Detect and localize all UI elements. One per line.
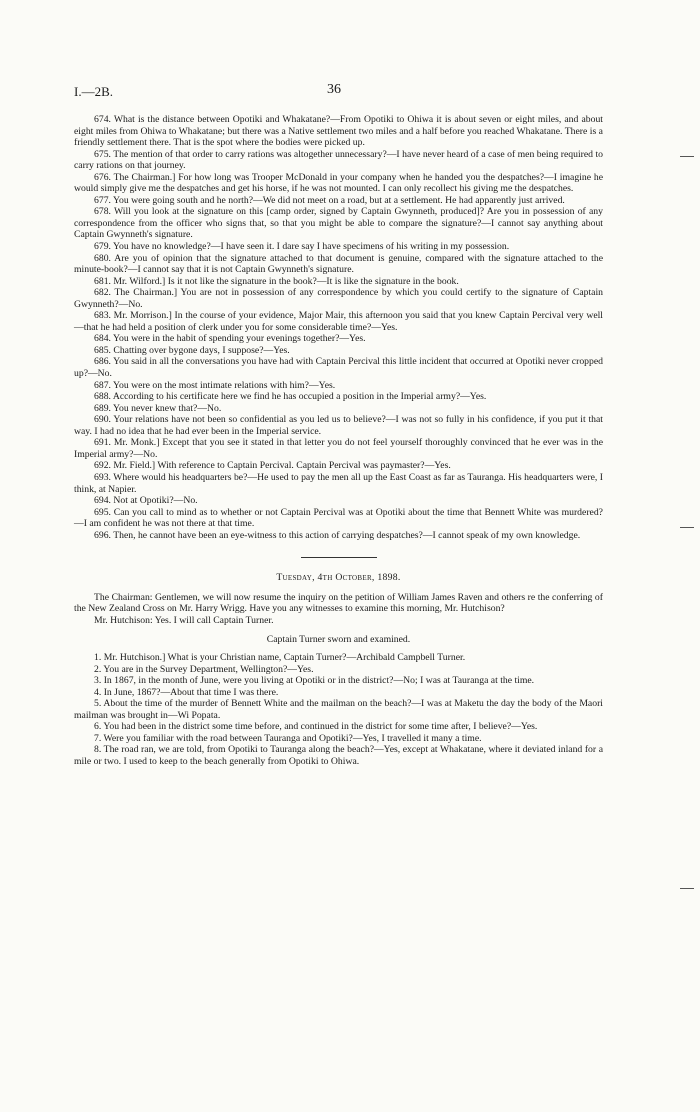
- witness-sworn-heading: Captain Turner sworn and examined.: [266, 634, 411, 646]
- question-paragraph: 690. Your relations have not been so confidential as you led us to believe?—I was not so fully in his confidence, if you put it that way. I had no idea that he had ever been in the Imperial service.: [74, 414, 603, 437]
- question-paragraph: 4. In June, 1867?—About that time I was there.: [94, 686, 279, 698]
- margin-mark: [680, 156, 694, 157]
- page-number: 36: [327, 82, 341, 97]
- question-paragraph: 8. The road ran, we are told, from Opotiki to Tauranga along the beach?—Yes, except at Whakatane, where it deviated inland for a mile or two. I used to keep to the beach generally from Opotiki to Ohiwa.: [74, 744, 603, 767]
- question-paragraph: 3. In 1867, in the month of June, were you living at Opotiki or in the district?—No; I was at Tauranga at the time.: [94, 675, 535, 687]
- question-paragraph: 678. Will you look at the signature on this [camp order, signed by Captain Gwynneth, produced]? Are you in possession of any correspondence from the officer who signs that, so that you might be able to compare the signature?—I cannot say anything about Captain Gwynneth's signature.: [74, 206, 603, 241]
- question-paragraph: 1. Mr. Hutchison.] What is your Christian name, Captain Turner?—Archibald Campbell Turner.: [94, 651, 466, 663]
- question-paragraph: 677. You were going south and he north?—We did not meet on a road, but at a settlement. He had apparently just arrived.: [94, 194, 565, 206]
- opening-statements: [74, 592, 603, 627]
- question-paragraph: 695. Can you call to mind as to whether or not Captain Percival was at Opotiki about the time that Bennett White was murdered?—I am confident he was not there at that time.: [74, 506, 603, 530]
- question-paragraph: 688. According to his certificate here we find he has occupied a position in the Imperial army?—Yes.: [94, 391, 487, 403]
- question-paragraph: 684. You were in the habit of spending your evenings together?—Yes.: [94, 333, 366, 345]
- question-paragraph: 694. Not at Opotiki?—No.: [94, 495, 198, 507]
- testimony-section-2: [74, 652, 603, 767]
- section-divider: [301, 557, 377, 558]
- question-paragraph: 674. What is the distance between Opotiki and Whakatane?—From Opotiki to Ohiwa it is about seven or eight miles, and about eight miles from Ohiwa to Whakatane; but there was a Native settlement two miles and a half before you reached Whakatane. There is a friendly settlement there. That is the spot where the bodies were picked up.: [74, 114, 603, 149]
- question-paragraph: 693. Where would his headquarters be?—He used to pay the men all up the East Coast as far as Tauranga. His headquarters were, I think, at Napier.: [74, 471, 603, 495]
- margin-mark: [680, 527, 694, 528]
- question-paragraph: 679. You have no knowledge?—I have seen it. I dare say I have specimens of his writing in my possession.: [94, 241, 510, 253]
- statement-paragraph: Mr. Hutchison: Yes. I will call Captain Turner.: [94, 614, 274, 626]
- page-header-reference: I.—2B.: [74, 84, 113, 99]
- question-paragraph: 682. The Chairman.] You are not in possession of any correspondence by which you could certify to the signature of Captain Gwynneth?—No.: [74, 287, 603, 310]
- question-paragraph: 676. The Chairman.] For how long was Trooper McDonald in your company when he handed you the despatches?—I imagine he would simply give me the despatches and get his horse, if he was not mounted. I can only recollect his giving me the despatches.: [74, 171, 603, 195]
- question-paragraph: 696. Then, he cannot have been an eye-witness to this action of carrying despatches?—I cannot speak of my own knowledge.: [94, 529, 581, 541]
- document-body: [74, 114, 603, 767]
- question-paragraph: 686. You said in all the conversations you have had with Captain Percival this little incident that occurred at Opotiki never cropped up?—No.: [74, 356, 603, 380]
- testimony-section-1: [74, 114, 603, 541]
- question-paragraph: 681. Mr. Wilford.] Is it not like the signature in the book?—It is like the signature in the book.: [94, 275, 459, 287]
- question-paragraph: 675. The mention of that order to carry rations was altogether unnecessary?—I have never heard of a case of men being required to carry rations on that journey.: [74, 148, 603, 172]
- question-paragraph: 2. You are in the Survey Department, Wellington?—Yes.: [94, 663, 314, 675]
- question-paragraph: 6. You had been in the district some time before, and continued in the district for some time after, I believe?—Yes.: [94, 721, 538, 733]
- question-paragraph: 683. Mr. Morrison.] In the course of your evidence, Major Mair, this afternoon you said that you knew Captain Percival very well—that he had held a position of clerk under you for some considerable time?—Yes.: [74, 310, 603, 333]
- question-paragraph: 5. About the time of the murder of Bennett White and the mailman on the beach?—I was at Maketu the day the body of the Maori mailman was brought in—Wi Popata.: [74, 698, 603, 721]
- margin-mark: [680, 888, 694, 889]
- question-paragraph: 691. Mr. Monk.] Except that you see it stated in that letter you do not feel yourself thoroughly convinced that he ever was in the Imperial army?—No.: [74, 437, 603, 460]
- question-paragraph: 689. You never knew that?—No.: [94, 402, 222, 414]
- statement-paragraph: The Chairman: Gentlemen, we will now resume the inquiry on the petition of William James Raven and others re the conferring of the New Zealand Cross on Mr. Harry Wrigg. Have you any witnesses to examine this morning, Mr. Hutchison?: [74, 591, 603, 615]
- question-paragraph: 687. You were on the most intimate relations with him?—Yes.: [94, 379, 336, 391]
- question-paragraph: 692. Mr. Field.] With reference to Captain Percival. Captain Percival was paymaster?—Yes.: [94, 460, 451, 472]
- date-heading: Tuesday, 4th October, 1898.: [276, 572, 401, 584]
- question-paragraph: 685. Chatting over bygone days, I suppose?—Yes.: [94, 344, 290, 356]
- question-paragraph: 7. Were you familiar with the road between Tauranga and Opotiki?—Yes, I travelled it many a time.: [94, 732, 482, 744]
- question-paragraph: 680. Are you of opinion that the signature attached to that document is genuine, compared with the signature attached to the minute-book?—I cannot say that it is not Captain Gwynneth's signature.: [74, 252, 603, 276]
